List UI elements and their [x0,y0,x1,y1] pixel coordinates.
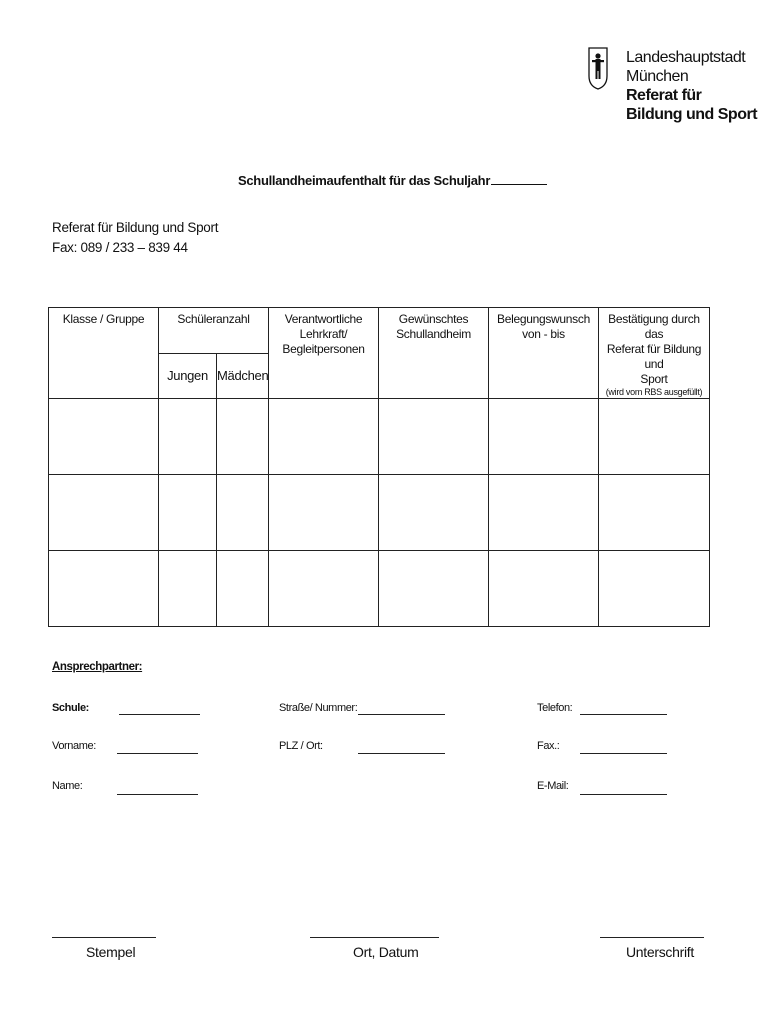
table-cell[interactable] [49,399,159,475]
table-cell [599,475,710,551]
header-belegung [489,308,599,399]
logo-text-line3: Referat für [626,87,702,104]
table-cell[interactable] [217,475,269,551]
table-cell[interactable] [489,475,599,551]
table-cell[interactable] [159,475,217,551]
table-row [49,551,710,627]
field-plz[interactable] [358,753,445,754]
label-telefon: Telefon: [537,702,573,714]
header-klasse: Klasse / Gruppe [49,308,159,399]
label-strasse: Straße/ Nummer: [279,702,358,714]
header-verantwortliche-2: Lehrkraft/ [299,327,348,341]
logo-text-line1: Landeshauptstadt [626,49,746,66]
table-cell[interactable] [379,475,489,551]
field-name[interactable] [117,794,198,795]
logo-text-line2: München [626,68,689,85]
signature-label-stempel: Stempel [86,944,136,960]
header-bestaetigung-3: Sport [640,372,668,386]
table-cell[interactable] [159,399,217,475]
header-jungen: Jungen [159,353,217,399]
header-bestaetigung-2: Referat für Bildung und [606,342,702,371]
table-row [49,475,710,551]
header-verantwortliche [269,308,379,399]
label-fax: Fax.: [537,740,560,752]
field-vorname[interactable] [117,753,198,754]
header-schullandheim-1: Gewünschtes [398,312,469,326]
logo-text-line4: Bildung und Sport [626,106,758,123]
header-bestaetigung [599,308,710,399]
header-schueleranzahl: Schüleranzahl [159,308,269,354]
table-row [49,399,710,475]
address-line2: Fax: 089 / 233 – 839 44 [52,240,188,255]
header-bestaetigung-1: Bestätigung durch das [608,312,700,341]
header-belegung-2: von - bis [522,327,565,341]
munich-coat-of-arms-icon [588,46,608,90]
label-email: E-Mail: [537,780,569,792]
schuljahr-blank[interactable] [491,172,547,185]
document-title-text: Schullandheimaufenthalt für das Schuljahr [238,173,491,188]
header-schullandheim-2: Schullandheim [396,327,471,341]
field-strasse[interactable] [358,714,445,715]
header-verantwortliche-3: Begleitpersonen [282,342,365,356]
field-schule[interactable] [119,714,200,715]
table-cell[interactable] [379,399,489,475]
table-cell[interactable] [269,399,379,475]
field-email[interactable] [580,794,667,795]
table-cell[interactable] [379,551,489,627]
table-cell[interactable] [269,475,379,551]
registration-table [48,307,710,627]
document-title [238,172,547,188]
signature-line-stempel[interactable] [52,937,156,938]
label-plz: PLZ / Ort: [279,740,323,752]
signature-label-unterschrift: Unterschrift [626,944,694,960]
table-cell[interactable] [217,551,269,627]
signature-line-ort-datum[interactable] [310,937,439,938]
address-line1: Referat für Bildung und Sport [52,220,219,235]
signature-label-ort-datum: Ort, Datum [353,944,419,960]
label-schule: Schule: [52,702,89,714]
header-verantwortliche-1: Verantwortliche [284,312,363,326]
header-bestaetigung-note: (wird vom RBS ausgefüllt) [605,387,703,397]
field-fax[interactable] [580,753,667,754]
field-telefon[interactable] [580,714,667,715]
table-cell[interactable] [49,551,159,627]
contact-heading: Ansprechpartner: [52,661,143,673]
label-name: Name: [52,780,83,792]
header-belegung-1: Belegungswunsch [497,312,590,326]
table-cell [599,551,710,627]
table-cell [599,399,710,475]
table-cell[interactable] [489,399,599,475]
header-maedchen: Mädchen [217,353,269,399]
table-cell[interactable] [49,475,159,551]
table-cell[interactable] [159,551,217,627]
label-vorname: Vorname: [52,740,96,752]
table-cell[interactable] [217,399,269,475]
signature-line-unterschrift[interactable] [600,937,704,938]
header-schullandheim [379,308,489,399]
table-cell[interactable] [269,551,379,627]
table-cell[interactable] [489,551,599,627]
